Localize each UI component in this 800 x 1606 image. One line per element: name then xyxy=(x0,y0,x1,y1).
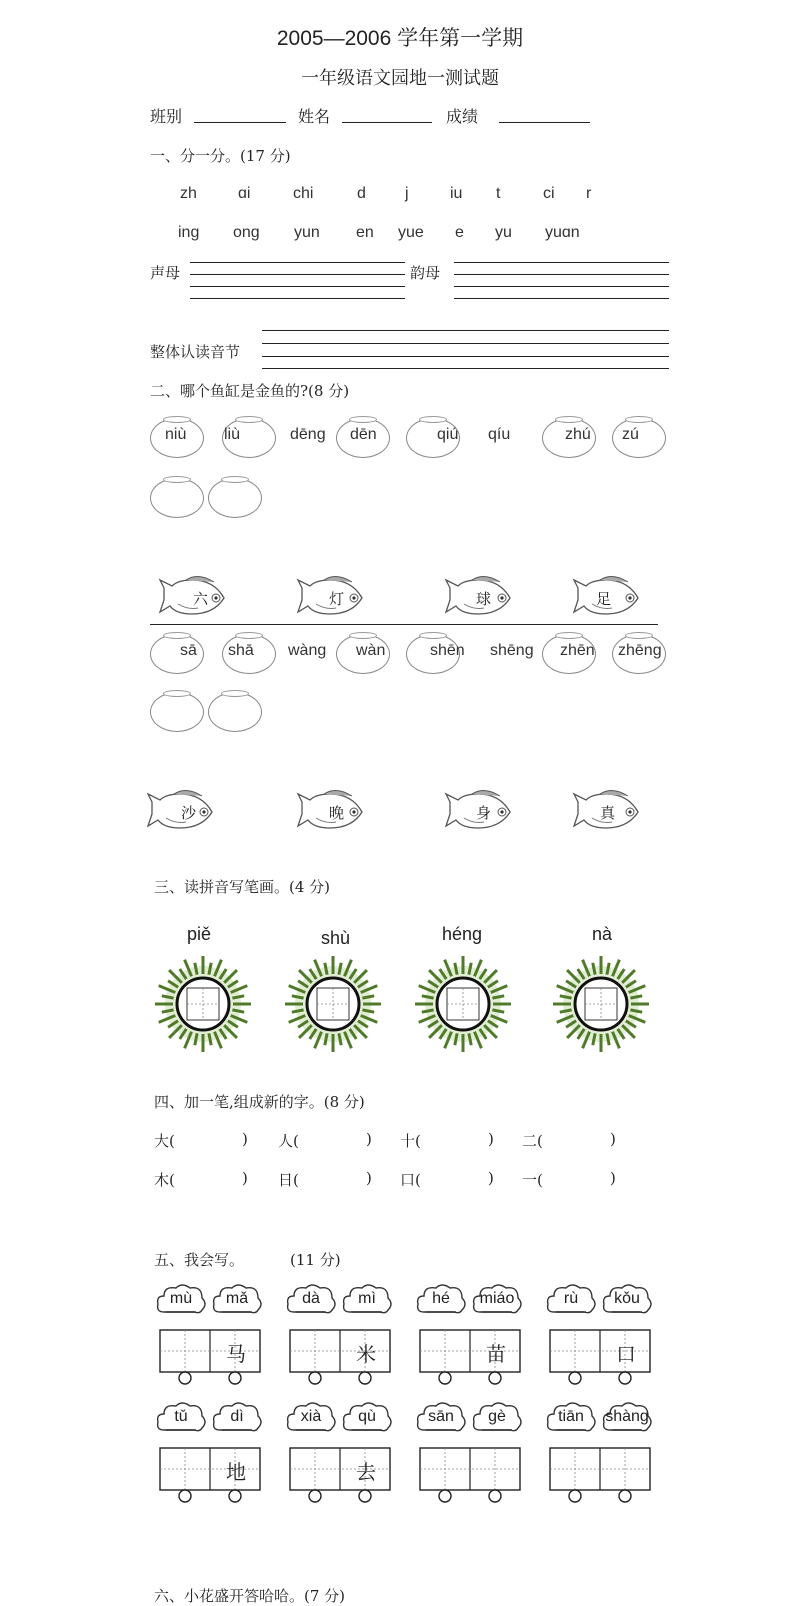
fish-bowl[interactable] xyxy=(150,478,204,518)
cloud-pinyin: mì xyxy=(358,1290,376,1307)
pinyin-item: r xyxy=(586,185,592,202)
pinyin-item: t xyxy=(496,185,501,202)
train-character: 苗 xyxy=(486,1342,506,1366)
bowl-pinyin: qiú xyxy=(437,426,459,443)
bowl-pinyin: shēng xyxy=(490,642,534,659)
cloud-pinyin: gè xyxy=(488,1408,506,1425)
cloud-pinyin: kǒu xyxy=(614,1290,640,1307)
yunmu-label: 韵母 xyxy=(410,264,441,282)
fish-character: 晚 xyxy=(329,804,345,822)
section-5-points: (11 分) xyxy=(290,1251,341,1269)
close-paren: ) xyxy=(242,1169,248,1187)
yunmu-answer-lines[interactable] xyxy=(454,258,669,302)
section-2-title: 二、哪个鱼缸是金鱼的?(8 分) xyxy=(150,382,350,400)
cloud-pinyin: qù xyxy=(358,1408,376,1425)
answer-blank[interactable] xyxy=(434,1130,484,1150)
cloud-pinyin: sān xyxy=(428,1408,454,1425)
stroke-sun-box[interactable] xyxy=(551,954,651,1054)
pinyin-item: zh xyxy=(180,185,197,202)
cloud-pinyin: mù xyxy=(169,1290,193,1307)
pinyin-item: iu xyxy=(450,185,463,202)
close-paren: ) xyxy=(488,1130,494,1148)
pinyin-item: yun xyxy=(294,224,320,241)
add-stroke-prompt: 二( xyxy=(522,1132,543,1150)
pinyin-item: ong xyxy=(233,224,260,241)
bowl-pinyin: shā xyxy=(228,642,254,659)
pinyin-item: yu xyxy=(495,224,512,241)
section-5-title: 五、我会写。 xyxy=(154,1251,245,1269)
stroke-pinyin: shù xyxy=(321,928,351,948)
writing-train[interactable] xyxy=(548,1446,652,1504)
answer-blank[interactable] xyxy=(556,1130,606,1150)
close-paren: ) xyxy=(242,1130,248,1148)
page-title: 2005—2006 学年第一学期 xyxy=(276,27,524,50)
train-character: 口 xyxy=(616,1342,636,1366)
add-stroke-prompt: 木( xyxy=(154,1171,175,1189)
fish-character: 沙 xyxy=(181,804,197,822)
stroke-sun-box[interactable] xyxy=(153,954,253,1054)
fish-character: 球 xyxy=(476,590,492,608)
bowl-pinyin: dēng xyxy=(290,426,326,443)
close-paren: ) xyxy=(610,1130,616,1148)
add-stroke-prompt: 十( xyxy=(400,1132,421,1150)
stroke-pinyin: piě xyxy=(187,924,212,944)
bowl-pinyin: liù xyxy=(224,426,241,443)
cloud-pinyin: rù xyxy=(563,1290,579,1307)
zhengti-answer-lines[interactable] xyxy=(262,326,669,372)
writing-train[interactable] xyxy=(288,1328,392,1386)
cloud-pinyin: shàng xyxy=(605,1408,649,1425)
train-character: 地 xyxy=(226,1460,246,1484)
answer-blank[interactable] xyxy=(188,1169,238,1189)
fish-character: 身 xyxy=(476,804,492,822)
fish-bowl[interactable] xyxy=(612,418,666,458)
pinyin-item: j xyxy=(405,185,409,202)
fish-character: 足 xyxy=(596,590,612,608)
cloud-pinyin: tiān xyxy=(558,1408,584,1425)
answer-blank[interactable] xyxy=(188,1130,238,1150)
section-1-title: 一、分一分。(17 分) xyxy=(150,147,291,165)
close-paren: ) xyxy=(488,1169,494,1187)
stroke-sun-box[interactable] xyxy=(413,954,513,1054)
bowl-pinyin: niù xyxy=(165,426,187,443)
writing-train[interactable] xyxy=(158,1328,262,1386)
add-stroke-prompt: 人( xyxy=(278,1132,299,1150)
answer-blank[interactable] xyxy=(434,1169,484,1189)
add-stroke-prompt: 一( xyxy=(522,1171,543,1189)
fish-bowl[interactable] xyxy=(208,692,262,732)
cloud-pinyin: dì xyxy=(230,1408,244,1425)
fish-bowl[interactable] xyxy=(208,478,262,518)
fish-character: 六 xyxy=(193,590,209,608)
close-paren: ) xyxy=(366,1169,372,1187)
answer-blank[interactable] xyxy=(556,1169,606,1189)
score-field[interactable] xyxy=(499,108,590,123)
pinyin-item: e xyxy=(455,224,464,241)
shengmu-label: 声母 xyxy=(150,264,181,282)
bowl-pinyin: zú xyxy=(622,426,639,443)
class-label: 班别 xyxy=(150,107,183,126)
fish-character: 真 xyxy=(600,804,616,822)
bowl-pinyin: dēn xyxy=(350,426,377,443)
score-label: 成绩 xyxy=(446,107,479,126)
train-character: 米 xyxy=(356,1342,376,1366)
answer-blank[interactable] xyxy=(312,1169,362,1189)
add-stroke-prompt: 日( xyxy=(278,1171,299,1189)
bowl-pinyin: zhēng xyxy=(618,642,662,659)
page-subtitle: 一年级语文园地一测试题 xyxy=(301,68,499,89)
shengmu-answer-lines[interactable] xyxy=(190,258,405,302)
pinyin-item: ɑi xyxy=(238,185,251,202)
pinyin-item: yuɑn xyxy=(545,224,580,241)
cloud-pinyin: hé xyxy=(432,1290,450,1307)
close-paren: ) xyxy=(610,1169,616,1187)
cloud-pinyin: miáo xyxy=(479,1290,515,1307)
stroke-pinyin: nà xyxy=(592,924,613,944)
name-label: 姓名 xyxy=(298,107,331,126)
cloud-pinyin: dà xyxy=(302,1290,320,1307)
fish-character: 灯 xyxy=(329,590,345,608)
add-stroke-prompt: 口( xyxy=(400,1171,421,1189)
bowl-pinyin: sā xyxy=(180,642,197,659)
pinyin-item: chi xyxy=(293,185,314,202)
train-character: 马 xyxy=(226,1342,246,1366)
cloud-pinyin: mǎ xyxy=(225,1290,249,1307)
close-paren: ) xyxy=(366,1130,372,1148)
bowl-pinyin: zhēn xyxy=(560,642,595,659)
cloud-pinyin: xià xyxy=(300,1408,322,1425)
bowl-pinyin: zhú xyxy=(565,426,591,443)
pinyin-item: en xyxy=(356,224,374,241)
name-field[interactable] xyxy=(342,108,432,123)
section-4-title: 四、加一笔,组成新的字。(8 分) xyxy=(154,1093,365,1111)
bowl-pinyin: qíu xyxy=(488,426,511,443)
bowl-pinyin: shēn xyxy=(430,642,465,659)
bowl-pinyin: wàn xyxy=(356,642,386,659)
pinyin-item: ing xyxy=(178,224,200,241)
add-stroke-prompt: 大( xyxy=(154,1132,175,1150)
stroke-sun-box[interactable] xyxy=(283,954,383,1054)
writing-train[interactable] xyxy=(288,1446,392,1504)
pinyin-item: d xyxy=(357,185,366,202)
class-field[interactable] xyxy=(194,108,286,123)
writing-train[interactable] xyxy=(418,1446,522,1504)
writing-train[interactable] xyxy=(418,1328,522,1386)
section-6-title: 六、小花盛开答哈哈。(7 分) xyxy=(154,1587,346,1605)
train-character: 去 xyxy=(356,1460,376,1484)
pinyin-item: ci xyxy=(543,185,555,202)
cloud-pinyin: tǔ xyxy=(174,1408,188,1425)
stroke-pinyin: héng xyxy=(442,924,483,944)
writing-train[interactable] xyxy=(158,1446,262,1504)
section-3-title: 三、读拼音写笔画。(4 分) xyxy=(154,878,331,896)
fish-bowl[interactable] xyxy=(150,692,204,732)
pinyin-item: yue xyxy=(398,224,424,241)
answer-blank[interactable] xyxy=(312,1130,362,1150)
writing-train[interactable] xyxy=(548,1328,652,1386)
bowl-pinyin: wàng xyxy=(288,642,327,659)
zhengti-label: 整体认读音节 xyxy=(150,343,241,361)
